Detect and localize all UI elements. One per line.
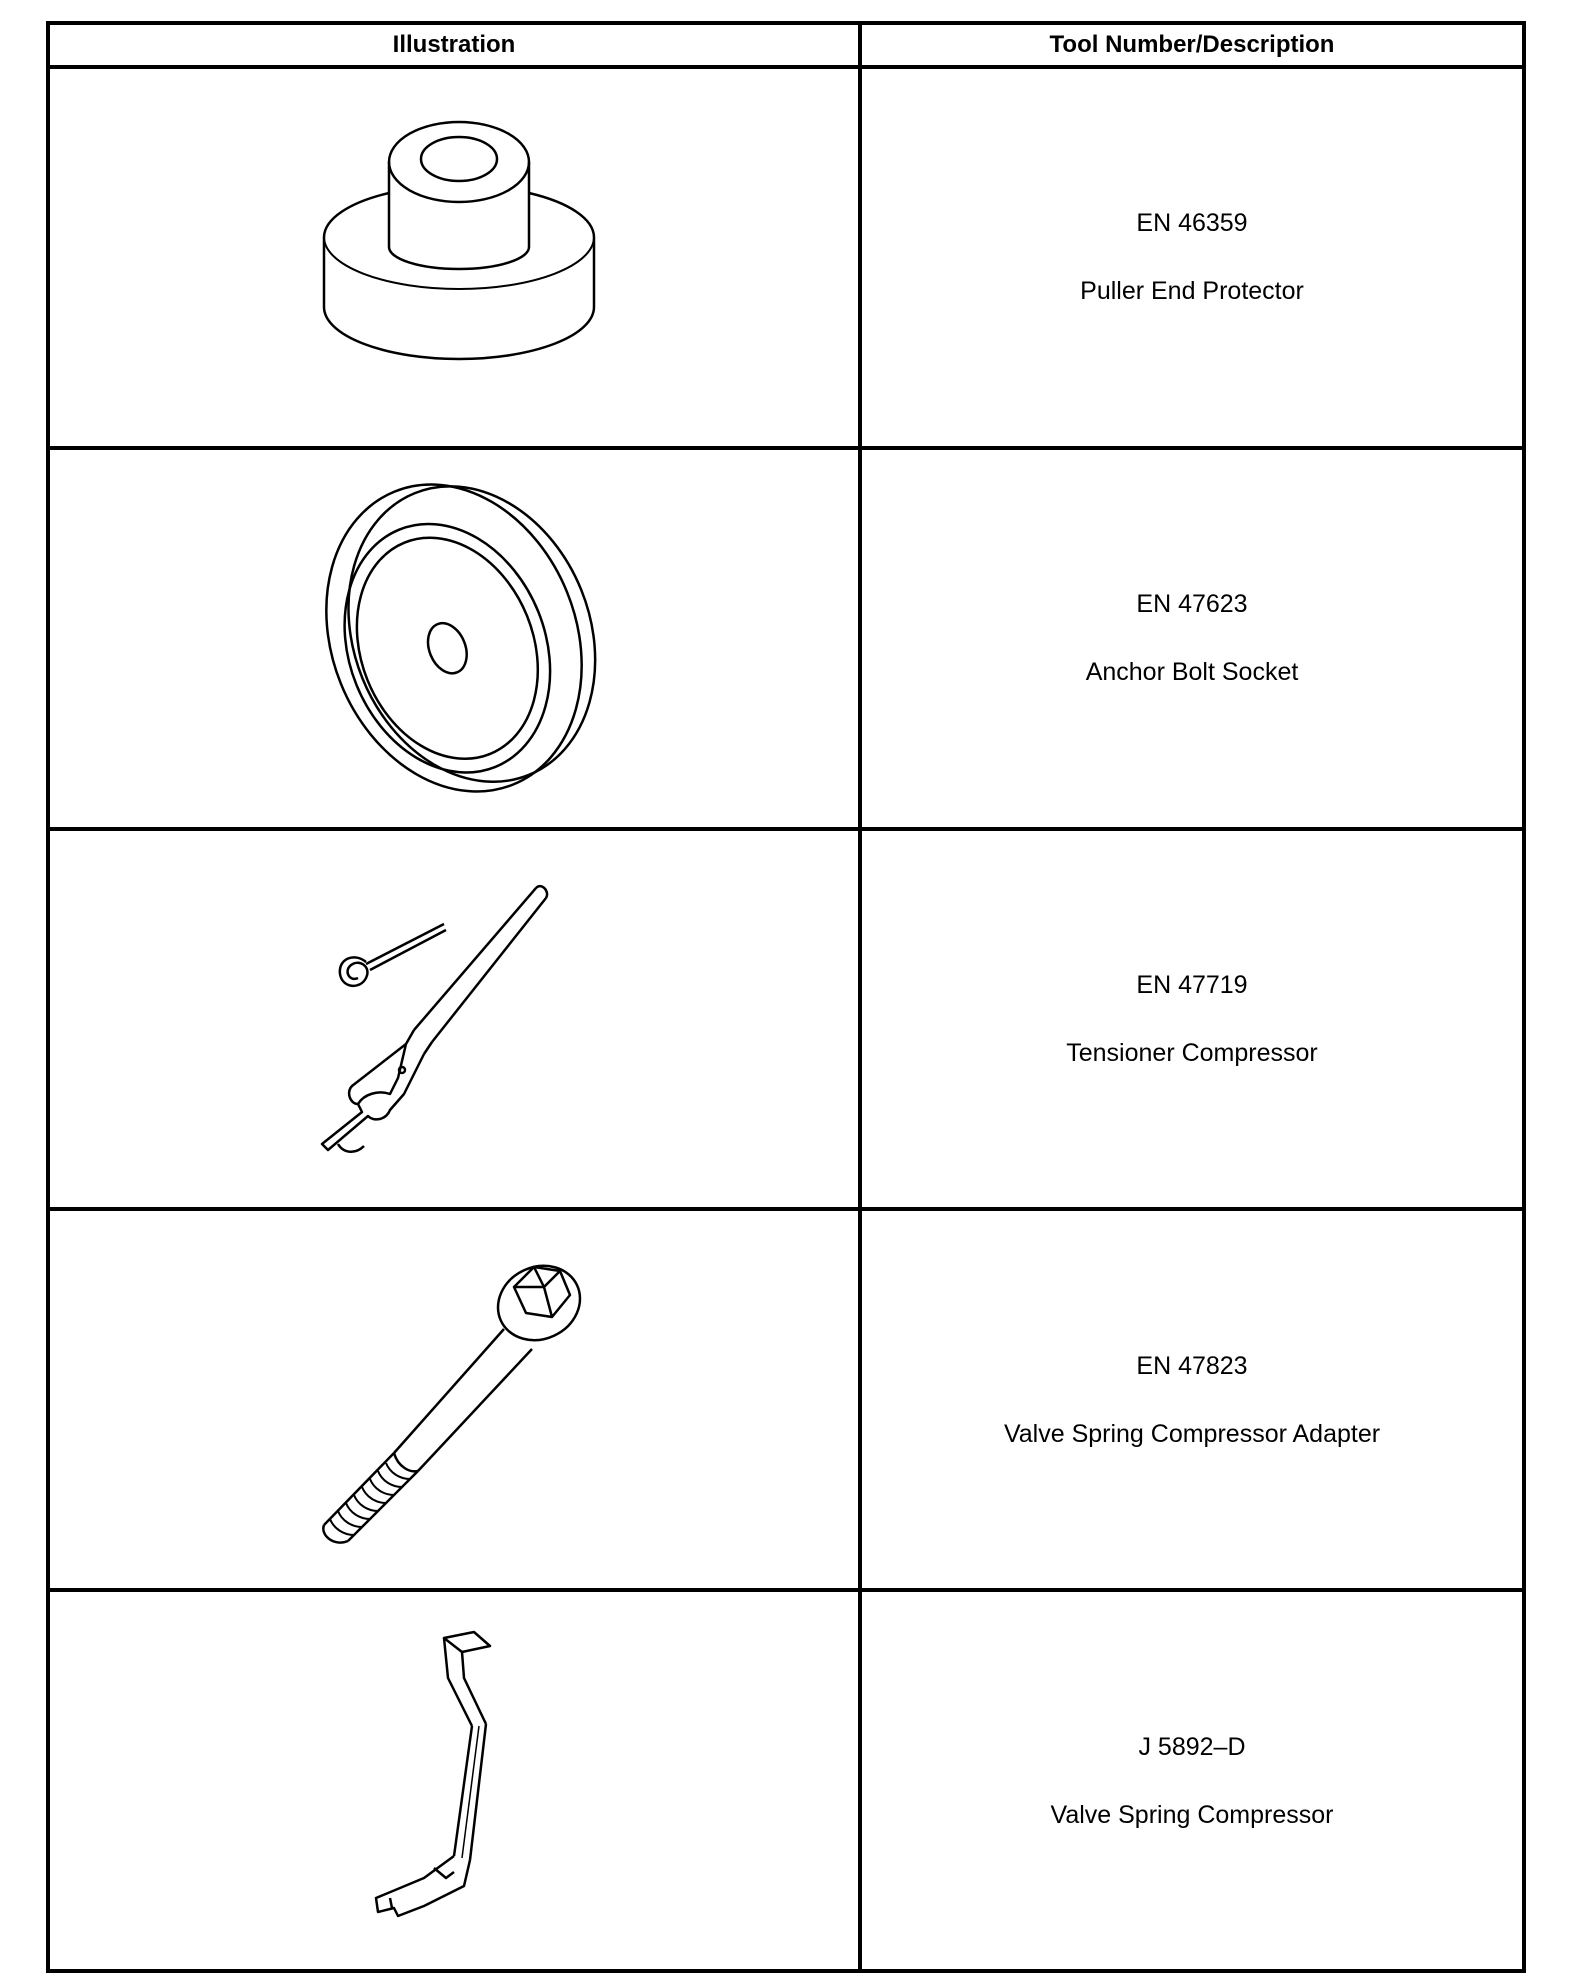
tool-number: EN 47823 (1136, 1351, 1248, 1380)
valve-spring-compressor-icon (294, 1616, 614, 1946)
illustration-cell (48, 67, 860, 448)
illustration-cell (48, 1209, 860, 1590)
table-row (48, 829, 1524, 1210)
tool-number: J 5892–D (1138, 1732, 1246, 1761)
description-cell (860, 1590, 1524, 1971)
description-cell (860, 829, 1524, 1210)
tool-number: EN 46359 (1136, 209, 1248, 238)
tool-number: EN 47719 (1136, 970, 1248, 999)
special-tools-table (46, 21, 1526, 1973)
table-row (48, 448, 1524, 829)
header-illustration: Illustration (48, 23, 860, 67)
tool-name: Valve Spring Compressor (1050, 1800, 1334, 1829)
description-cell (860, 67, 1524, 448)
description-cell (860, 1209, 1524, 1590)
tensioner-compressor-icon (294, 854, 614, 1184)
illustration-cell (48, 1590, 860, 1971)
table-row (48, 1209, 1524, 1590)
valve-spring-compressor-adapter-icon (294, 1235, 614, 1565)
anchor-bolt-socket-icon (294, 473, 614, 803)
tool-name: Puller End Protector (1080, 277, 1304, 306)
header-tool-description: Tool Number/Description (860, 23, 1524, 67)
table-row (48, 67, 1524, 448)
illustration-cell (48, 829, 860, 1210)
description-cell (860, 448, 1524, 829)
illustration-cell (48, 448, 860, 829)
tool-name: Anchor Bolt Socket (1085, 658, 1299, 687)
tool-number: EN 47623 (1136, 590, 1248, 619)
tool-name: Valve Spring Compressor Adapter (1003, 1419, 1381, 1448)
table-header-row (48, 23, 1524, 67)
tool-name: Tensioner Compressor (1066, 1038, 1318, 1067)
table-row (48, 1590, 1524, 1971)
puller-end-protector-icon (294, 107, 614, 407)
